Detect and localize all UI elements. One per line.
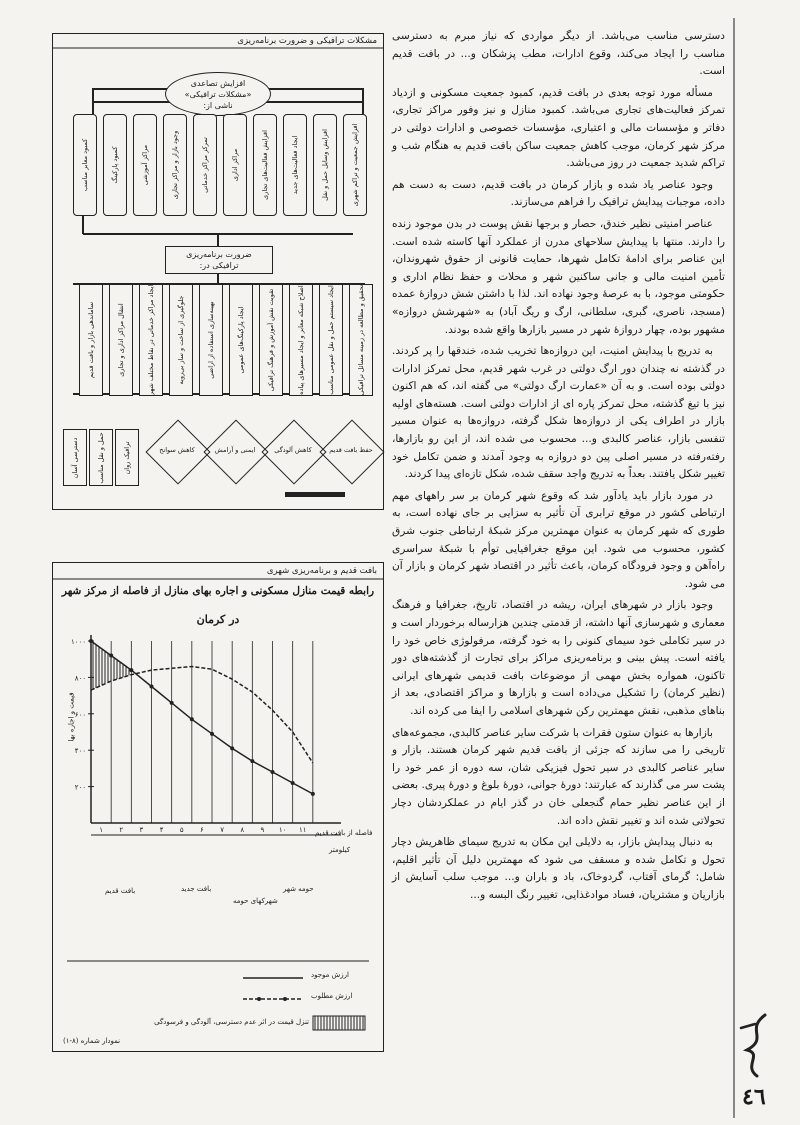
chart-title-line-1: رابطه قیمت منازل مسکونی و اجاره بهای منازل از فاصله از مرکز شهر [61,585,375,597]
x-tick-label: ۴ [159,826,164,834]
y-tick-label: ۴۰۰ [74,747,86,756]
cause-label: تمرکز مراکز خدماتی [201,137,209,193]
outcome-diamond-label: حفظ بافت قدیم [329,446,373,454]
y-tick-label: ۱۰۰۰ [70,638,86,646]
cause-label: کمبود پارکینگ [111,146,119,184]
series-line-current [91,667,313,763]
series-point-desired [311,792,315,796]
series-point-desired [109,654,113,658]
y-tick-label: ۲۰۰ [74,783,86,792]
chart-header: بافت قدیم و برنامه‌ریزی شهری [266,566,377,576]
cause-label: مراکز آموزشی [141,144,149,186]
price-distance-chart-panel [52,562,384,1052]
zone-label: شهرکهای حومه [233,897,278,905]
series-point-desired [150,685,154,689]
x-tick-label: ۹ [260,826,265,834]
cause-label: افزایش جمعیت و تراکم شهری [351,123,359,207]
need-box [229,284,253,396]
middle-box [165,246,273,274]
cause-label: وجود بازار و مراکز تجاری [171,130,179,200]
top-oval-line-3: ناشی از: [203,100,233,110]
chart-title-line-2: در کرمان [196,613,240,626]
x-tick-label: ۵ [179,826,184,834]
x-axis-unit: کیلومتر [329,846,351,854]
cause-box [163,114,187,216]
zone-label: بافت قدیم [105,887,136,895]
need-label: اصلاح شبکه معابر و ایجاد مسیرهای پیاده [297,285,305,395]
cause-box [103,114,127,216]
cause-box [283,114,307,216]
bottom-box-label: ترافیک روان [123,440,131,475]
need-label: تحقیق و مطالعه در زمینه مسائل ترافیکی [357,284,365,396]
series-line-desired [91,641,313,794]
paragraph: وجود بازار در شهرهای ایران، ریشه در اقتصاد، تاریخ، جغرافیا و فرهنگ معماری و شهرسازی آنها داشته، از قدمتی چندین هزارساله برخوردار است و در سیر تکاملی خود سیمای کنونی را به خود گرفته، مرفولوژی خاص خود را یافته است. پیش بینی و برنامه‌ریزی مراکز برای تجارت از گذشته‌های دور تاکنون، همواره بخش مهمی از موضوعات بافت قدیمی شهرهای ایرانی (نظیر کرمان) را تشکیل می‌داده است و بازارها و مراکز اقتصادی، بعد از بناهای مذهبی، نقش مهمترین رکن شهرهای اسلامی را ایفا می کرده اند. [392,599,725,717]
cause-label: مراکز اداری [231,148,239,182]
cause-box [253,114,277,216]
series-point-desired [230,746,234,750]
chart-caption: نمودار شماره (۸-۱) [63,1037,121,1045]
need-label: ایجاد سیستم حمل و نقل عمومی مناسب [327,285,335,395]
y-axis-label: قیمت و اجاره بها [67,692,76,742]
x-tick-label: ۱۱ [298,826,307,834]
chart-axes [91,635,341,835]
chart-series [89,639,315,796]
need-box [109,284,133,396]
need-box [79,284,103,396]
cause-label: کمبود معابر مناسب [81,138,89,192]
need-label: ایجاد پارکینگ‌های عمومی [237,306,245,374]
need-box [139,284,163,396]
need-label: ایجاد مراکز خدماتی در نقاط مختلف شهر [147,284,155,396]
paragraph: بازارها به عنوان ستون فقرات با شرکت سایر عناصر کالبدی، مجموعه‌های تاریخی را می سازند که جزئی از بافت قدیم شهر کرمان هستند. بازار و سایر عناصر کالبدی در سیر تحول فیزیکی شان، سه دوره از عمر خود را پشت سر می گذارند که عبارتند: دورهٔ جوانی، دورهٔ بلوغ و دورهٔ پیری. بعضی از این عناصر نظیر حمام گنجعلی خان در گذر ایام در عملکردشان دچار تحولاتی شده اند و تغییر نقش داده اند. [392,726,725,827]
cause-box [313,114,337,216]
x-tick-label: ۱۰ [278,826,287,834]
bottom-box [63,429,87,486]
paragraph: عناصر امنیتی نظیر خندق، حصار و برجها نقش پوست در بدن موجود زنده را دارند. منتها با پیدایش سلاحهای مدرن از عملکرد آنها کاسته شده است. این عناصر برای ادامهٔ تکامل شهرها، حمایت قانونی از حقوق شهروندان، تأمین امنیت مالی و جانی ساکنین شهر و محلات و حفظ نظام اداری و حکومتی موجود، با به عرصهٔ وجود نهاده اند. لذا با داشتن شش دروازهٔ عمده (مسجد، ناصری، گبری، سلطانی، ارگ و ریگ آباد) به «شهرشش دروازه» مشهور بوده، چهار دروازهٔ شهر در مسیر بازارها واقع شده بودند. [392,217,725,336]
legend-label-desired: ارزش مطلوب [311,992,353,1000]
legend-label-shaded: تنزل قیمت در اثر عدم دسترسی، آلودگی و فرسودگی [154,1018,309,1026]
diagram-title: مشکلات ترافیکی و ضرورت برنامه‌ریزی [237,36,377,46]
need-label: جلوگیری از ساخت و ساز بی‌رویه [177,295,185,385]
bottom-box [89,429,113,486]
zone-label: حومه شهر [283,885,314,893]
outcome-diamond-label: کاهش آلودگی [274,446,312,454]
y-tick-label: ۶۰۰ [74,710,86,719]
paragraph: به تدریج با پیدایش امنیت، این دروازه‌ها تخریب شده، خندقها را پر کردند. در گذشته نه چندان دور ارگ دولتی در غرب شهر قدیم، محل تمرکز ادارات دولتی بوده است. و به آن «عمارت ارگ دولتی» می گفته اند، که هم اکنون نیز با تیغ گذشته، محل تمرکز پاره ای از ادارات دولتی است. هسته‌های اولیه بازار در اطراف یکی از دروازه‌ها شکل گرفته، دروازه‌ها به عنوان مسیر تنفسی بازار، عناصر کالبدی و... محسوب می شده اند، از این رو بازارها، رفته‌رفته در مسیر اصلی پین دو دروازه به وجود آمدند و ضمن تکامل خود تغییر شکل یافتند. بعداً به تدریج واجد سقف شده، شکل تازه‌ای پیدا کردند. [392,345,725,481]
legend-marker [283,997,287,1001]
outcome-diamond-label: ایمنی و آرامش [214,446,256,454]
traffic-flow-diagram [52,33,384,510]
x-tick-label: ۷ [220,826,224,834]
series-point-desired [271,770,275,774]
bottom-box-label: حمل و نقل مناسب [97,431,105,484]
cause-box [223,114,247,216]
paragraph: مسأله مورد توجه بعدی در بافت قدیم، کمبود جمعیت مسکونی و ازدیاد تمرکز فعالیت‌های تجاری می‌باشد. کمبود منازل و نیز وفور مراکز تجاری، دفاتر و مؤسسات مالی و اعتباری، مؤسسات خصوصی و ادارات دولتی در مرکز شهر کرمان، موجب کاهش جمعیت ساکن بافت قدیم به هنگام شب و تراکم شدید جمعیت در روز می‌باشد. [392,86,725,170]
x-tick-label: ۶ [200,826,204,834]
need-box [259,284,283,396]
need-box [319,284,343,396]
series-point-desired [291,781,295,785]
paragraph: دسترسی مناسب می‌باشد. از دیگر مواردی که نیاز مبرم به دسترسی مناسب را ایجاد می‌کند، وقوع ادارات، مطب پزشکان و... در بافت قدیم است. [392,30,725,78]
x-tick-label: ۲ [119,826,124,834]
cause-label: ایجاد فعالیت‌های جدید [291,135,299,195]
x-tick-label: ۸ [240,826,245,834]
page-number: ٤٦ [742,1084,766,1110]
cause-box [343,114,367,216]
series-point-desired [210,732,214,736]
bottom-box [115,429,139,486]
series-point-desired [250,759,254,763]
top-oval [165,72,271,116]
x-axis-label: فاصله از بافت قدیم [315,829,373,837]
legend-label-current: ارزش موجود [311,971,349,979]
margin-rule [733,18,735,1118]
need-box [169,284,193,396]
need-label: ساماندهی بازار و بافت قدیم [87,301,95,379]
paragraph: به دنبال پیدایش بازار، به دلایلی این مکان به تدریج سیمای ظاهریش دچار تحول و تکامل شده و مسقف می شود که مهمترین دلیل آن تأثیر اقلیم، شامل: گرمای آفتاب، گردوخاک، باد و باران و... موجب سلب آسایش از بازاریان و مشتریان، فساد موادغذایی، تغییر رنگ البسه و... [392,836,725,901]
cause-label: افزایش وسایل حمل و نقل [321,129,329,201]
series-point-desired [129,668,133,672]
outcome-diamond-label: کاهش سوانح [159,446,195,454]
x-tick-label: ۱ [99,826,103,834]
legend-hatch-swatch [313,1016,365,1030]
need-label: بهینه‌سازی استفاده از اراضی [207,301,215,379]
legend-marker [257,997,261,1001]
need-label: تقویت نقش آموزش و فرهنگ ترافیکی [267,288,275,392]
need-box [289,284,313,396]
article-body [392,28,725,909]
paragraph: در مورد بازار باید یادآور شد که وقوع شهر کرمان بر سر راههای مهم ارتباطی کشور در موقع ترابری آن تأثیر به سزایی بر جای نهاده است، به طوری که شهر کرمان به عنوان مهمترین مرکز شبکهٔ ارتباطی جنوب شرق کشور، محسوب می شود. این موقع جغرافیایی توأم با شبکهٔ سراسری راه‌آهن و وجود فرودگاه کرمان، باعث تأثیر در اقتصاد شهر کرمان و بازار آن می شود. [392,489,725,590]
cause-box [73,114,97,216]
series-point-desired [170,701,174,705]
brand-logo [735,1010,775,1080]
series-point-desired [190,717,194,721]
need-box [199,284,223,396]
cause-box [133,114,157,216]
paragraph: وجود عناصر یاد شده و بازار کرمان در بافت قدیم، دست به دست هم داده، موجبات پیدایش ترافیک را فراهم می‌سازند. [392,178,725,209]
top-oval-line-1: افزایش تصاعدی [190,78,246,88]
cause-label: افزایش فعالیت‌های تجاری [261,130,269,200]
top-oval-line-2: «مشکلات ترافیکی» [184,89,252,99]
middle-box-line-1: ضرورت برنامه‌ریزی [186,250,252,259]
x-tick-label: ۳ [139,826,144,834]
bottom-box-label: دسترسی آسان [71,437,79,478]
cause-box [193,114,217,216]
y-tick-label: ۸۰۰ [74,674,86,683]
middle-box-line-2: ترافیکی در: [199,261,239,270]
need-box [349,284,373,396]
need-label: انتقال مراکز اداری و تجاری [117,303,125,377]
zone-label: بافت جدید [181,885,212,893]
